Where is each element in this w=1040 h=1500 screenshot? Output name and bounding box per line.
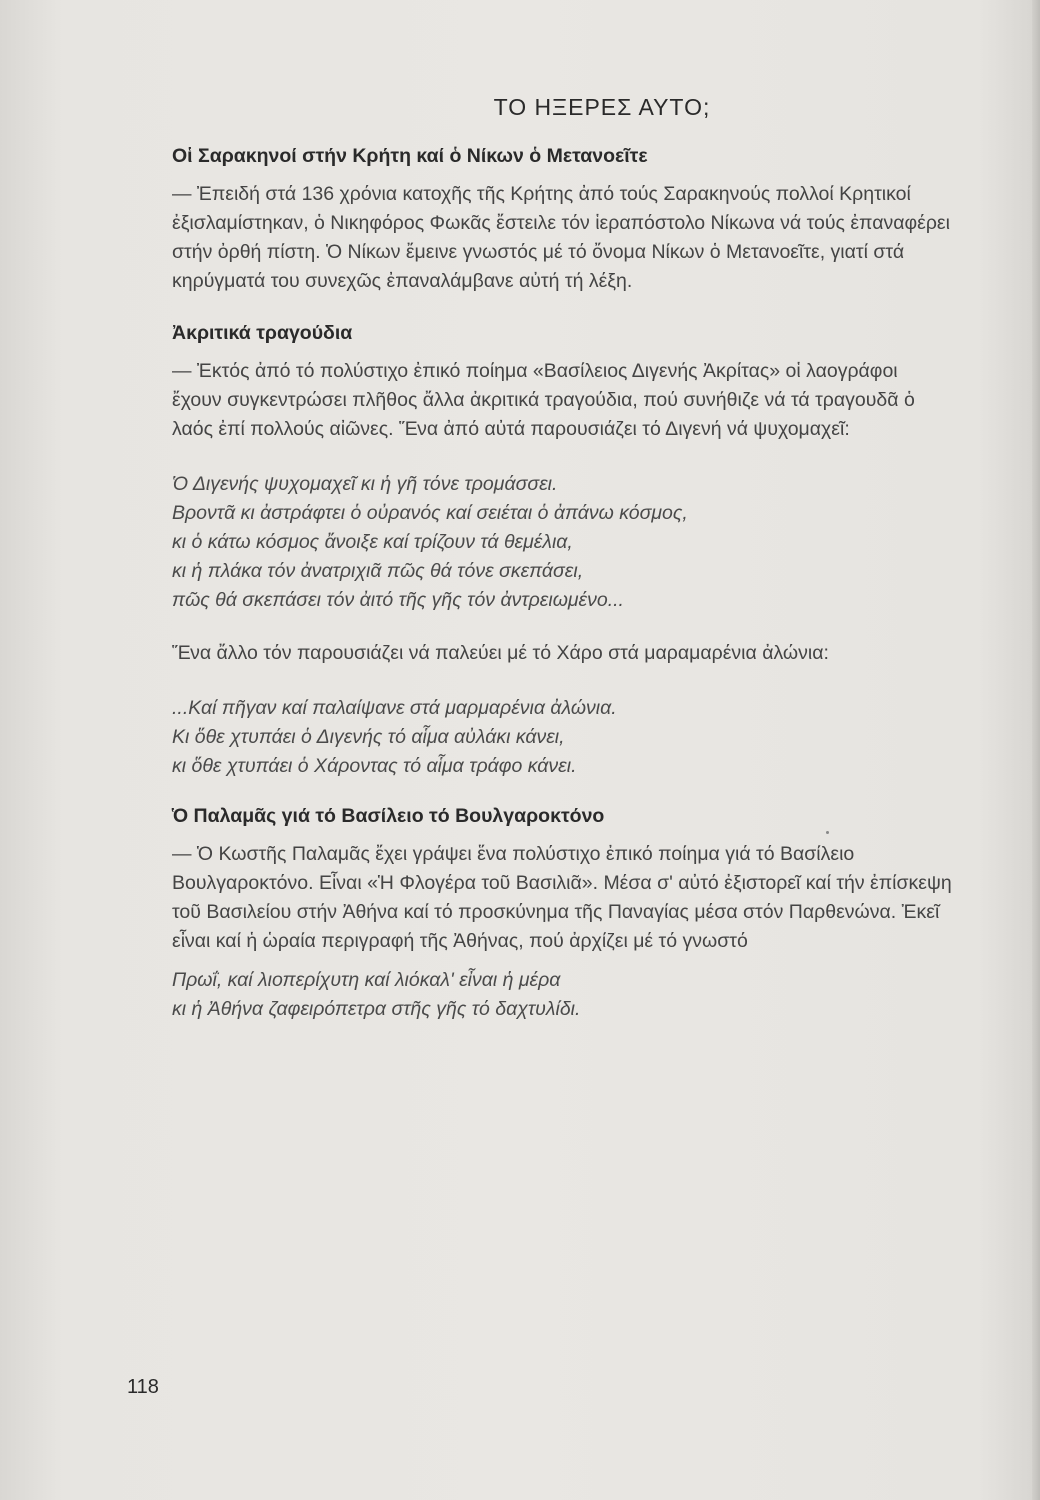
section-heading-palamas: Ὁ Παλαμᾶς γιά τό Βασίλειο τό Βουλγαροκτόνο <box>172 805 605 827</box>
poem-line: κι ἡ πλάκα τόν ἀνατριχιᾶ πῶς θά τόνε σκεπάσει, <box>172 560 584 582</box>
poem-line: κι ὅθε χτυπάει ὁ Χάροντας τό αἷμα τράφο κάνει. <box>172 755 577 777</box>
section-body-akritika-2: Ἕνα ἄλλο τόν παρουσιάζει νά παλεύει μέ τό Χάρο στά μαραμαρένια ἀλώνια: <box>172 642 829 664</box>
poem-line: πῶς θά σκεπάσει τόν ἀιτό τῆς γῆς τόν ἀντρειωμένο... <box>172 589 624 611</box>
section-heading-saracens: Οἱ Σαρακηνοί στήν Κρήτη καί ὁ Νίκων ὁ Μετανοεῖτε <box>172 145 648 167</box>
page-edge <box>1032 0 1040 1500</box>
poem-line: ...Καί πῆγαν καί παλαίψανε στά μαρμαρένια ἀλώνια. <box>172 697 617 719</box>
poem-line: Πρωΐ, καί λιοπερίχυτη καί λιόκαλ' εἶναι ἡ μέρα <box>172 969 561 991</box>
poem-digenis-charos <box>172 694 952 781</box>
poem-digenis-dying <box>172 470 952 615</box>
poem-line: Ὁ Διγενής ψυχομαχεῖ κι ἡ γῆ τόνε τρομάσσει. <box>172 473 558 495</box>
page-title: ΤΟ ΗΞΕΡΕΣ ΑΥΤΟ; <box>493 94 711 120</box>
section-heading-akritika: Ἀκριτικά τραγούδια <box>172 322 353 344</box>
section-body-akritika: — Ἐκτός ἀπό τό πολύστιχο ἐπικό ποίημα «Βασίλειος Διγενής Ἀκρίτας» οἱ λαογράφοι ἔχουν συγκεντρώσει πλῆθος ἄλλα ἀκριτικά τραγούδια, πού συνήθιζε νά τά τραγουδᾶ ὁ λαός ἐπί πολλούς αἰῶνες. Ἕνα ἀπό αὐτά παρουσιάζει τό Διγενή νά ψυχομαχεῖ: <box>172 360 915 440</box>
section-body-saracens: — Ἐπειδή στά 136 χρόνια κατοχῆς τῆς Κρήτης ἀπό τούς Σαρακηνούς πολλοί Κρητικοί ἐξισλαμίστηκαν, ὁ Νικηφόρος Φωκᾶς ἔστειλε τόν ἱεραπόστολο Νίκωνα νά τούς ἐπαναφέρει στήν ὀρθή πίστη. Ὁ Νίκων ἔμεινε γνωστός μέ τό ὄνομα Νίκων ὁ Μετανοεῖτε, γιατί στά κηρύγματά του συνεχῶς ἐπαναλάμβανε αὐτή τή λέξη. <box>172 183 950 292</box>
poem-line: κι ἡ Ἀθήνα ζαφειρόπετρα στῆς γῆς τό δαχτυλίδι. <box>172 998 581 1020</box>
poem-line: κι ὁ κάτω κόσμος ἄνοιξε καί τρίζουν τά θεμέλια, <box>172 531 573 553</box>
poem-athens <box>172 966 952 1024</box>
print-speck <box>826 831 829 834</box>
poem-line: Βροντᾶ κι ἀστράφτει ὁ οὐρανός καί σειέται ὁ ἀπάνω κόσμος, <box>172 502 688 524</box>
page-number: 118 <box>127 1376 159 1398</box>
page-content <box>172 94 952 1048</box>
poem-line: Κι ὅθε χτυπάει ὁ Διγενής τό αἷμα αὐλάκι κάνει, <box>172 726 565 748</box>
section-body-palamas: — Ὁ Κωστῆς Παλαμᾶς ἔχει γράψει ἕνα πολύστιχο ἐπικό ποίημα γιά τό Βασίλειο Βουλγαροκτόνο. Εἶναι «Ἡ Φλογέρα τοῦ Βασιλιᾶ». Μέσα σ' αὐτό ἐξιστορεῖ καί τήν ἐπίσκεψη τοῦ Βασιλείου στήν Ἀθήνα καί τό προσκύνημα τῆς Παναγίας μέσα στόν Παρθενώνα. Ἐκεῖ εἶναι καί ἡ ὡραία περιγραφή τῆς Ἀθήνας, πού ἀρχίζει μέ τό γνωστό <box>172 843 952 952</box>
